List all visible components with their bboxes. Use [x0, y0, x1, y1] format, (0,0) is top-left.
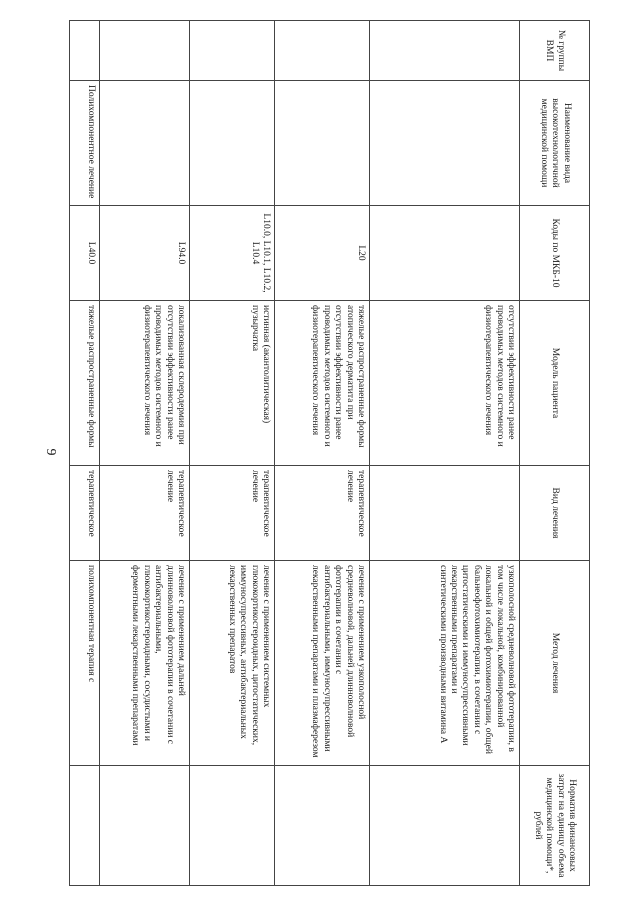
- cell-type: терапевтическое лечение: [190, 466, 275, 561]
- cell-norm: [70, 766, 100, 886]
- cell-method: полихомпонентная терапия с: [70, 561, 100, 766]
- cell-type: терапевтическое: [70, 466, 100, 561]
- cell-model: тяжелые распространенные формы: [70, 301, 100, 466]
- header-norm: Норматив финансовых затрат на единицу объема медицинской помощи*, рублей: [520, 766, 590, 886]
- cell-codes: L10.0, L10.1, L10.2, L10.4: [190, 206, 275, 301]
- cell-norm: [190, 766, 275, 886]
- cell-group: [370, 21, 520, 81]
- cell-group: [190, 21, 275, 81]
- header-codes: Коды по МКБ-10: [520, 206, 590, 301]
- cell-method: лечение с применением системных глюкокортикостероидных, цитостатических, иммуносупрессивных, антибактериальных лекарственных препаратов: [190, 561, 275, 766]
- cell-norm: [100, 766, 190, 886]
- cell-name: [190, 81, 275, 206]
- header-method: Метод лечения: [520, 561, 590, 766]
- treatment-table: [69, 20, 590, 886]
- cell-codes: [370, 206, 520, 301]
- cell-method: лечение с применением узкополосной средневолновой, дальней длинноволновой фототерапии в сочетании с антибактериальными, иммуносупрессивными лекарственными препаратами и плазмаферезом: [275, 561, 370, 766]
- cell-name: Полихомпонентное лечение: [70, 81, 100, 206]
- page-number: 9: [43, 448, 58, 456]
- header-group: № группы ВМП: [520, 21, 590, 81]
- header-type: Вид лечения: [520, 466, 590, 561]
- table-row: [190, 21, 275, 886]
- table-row: [100, 21, 190, 886]
- header-row: [520, 21, 590, 886]
- table-row: [370, 21, 520, 886]
- cell-model: тяжелые распространенные формы атопического дерматита при отсутствии эффективности ранее проводимых методов системного и физиотерапевтического лечения: [275, 301, 370, 466]
- header-model: Модель пациента: [520, 301, 590, 466]
- header-name: Наименование вида высокотехнологичной медицинской помощи: [520, 81, 590, 206]
- cell-method: узкополосной средневолновой фототерапии, в том числе локальной, комбинированной локальной и общей фотохимиотерапии, общей бальнеофотохимиотерапии, в сочетании с цитостатическими и иммуносупрессивными лекарственными препаратами и синтетическими производными витамина А: [370, 561, 520, 766]
- cell-codes: L94.0: [100, 206, 190, 301]
- cell-type: терапевтическое лечение: [275, 466, 370, 561]
- cell-model: локализованная склеродермия при отсутствии эффективности ранее проводимых методов системного и физиотерапевтического лечения: [100, 301, 190, 466]
- table-row: [275, 21, 370, 886]
- cell-name: [100, 81, 190, 206]
- cell-group: [275, 21, 370, 81]
- cell-name: [275, 81, 370, 206]
- table-row: [70, 21, 100, 886]
- cell-model: отсутствии эффективности ранее проводимых методов системного и физиотерапевтического лечения: [370, 301, 520, 466]
- cell-model: истинная (акантолитическая) пузырчатка: [190, 301, 275, 466]
- rotated-page: [70, 20, 590, 885]
- cell-codes: L40.0: [70, 206, 100, 301]
- cell-type: [370, 466, 520, 561]
- cell-norm: [275, 766, 370, 886]
- cell-method: лечение с применением дальней длинноволновой фототерапии в сочетании с антибактериальными, глюкокортикостероидными, сосудистыми и ферментными лекарственными препаратами: [100, 561, 190, 766]
- cell-group: [70, 21, 100, 81]
- cell-type: терапевтическое лечение: [100, 466, 190, 561]
- cell-codes: L20: [275, 206, 370, 301]
- cell-name: [370, 81, 520, 206]
- cell-group: [100, 21, 190, 81]
- cell-norm: [370, 766, 520, 886]
